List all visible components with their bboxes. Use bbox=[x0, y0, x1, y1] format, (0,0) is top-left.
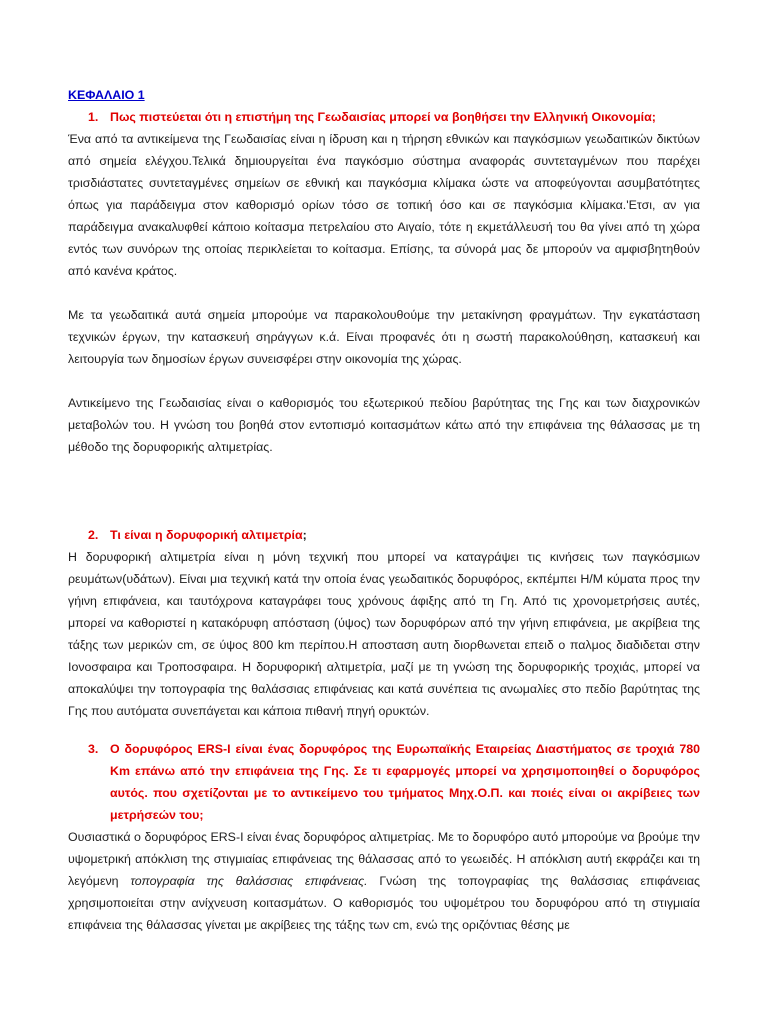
question-text: Τι είναι η δορυφορική αλτιμετρία bbox=[110, 528, 303, 542]
question-3 bbox=[68, 738, 700, 826]
answer-paragraph bbox=[68, 826, 700, 936]
question-punctuation: ; bbox=[302, 528, 307, 542]
answer-paragraph: Η δορυφορική αλτιμετρία είναι η μόνη τεχνική που μπορεί να καταγράψει τις κινήσεις των παγκόσμιων ρευμάτων(υδάτων). Είναι μια τεχνική κατά την οποία ένας γεωδαιτικός δορυφόρος, εκπέμπει Η/Μ κύματα προς την γήινη επιφάνεια, και ταυτόχρονα καταγράφει τους χρόνους άφιξης από τη Γη. Από τις χρονομετρήσεις αυτές, μπορεί να καθοριστεί η κατακόρυφη απόσταση (ύψος) των δορυφόρων από την γήινη επιφάνεια, με ακρίβεια της τάξης των μερικών cm, σε ύψος 800 km περίπου.Η αποσταση αυτη διορθωνεται επειδ ο παλμος διαδιδεται στην Ιονοσφαιρα και Τροποσφαιρα. Η δορυφορική αλτιμετρία, μαζί με τη γνώση της δορυφορικής τροχιάς, μπορεί να αποκαλύψει την τοπογραφία της θαλάσσιας επιφάνειας και κατά συνέπεια τις ανωμαλίες στο πεδίο βαρύτητας της Γης που αυτόματα συνεπάγεται και κάποια πιθανή πηγή ορυκτών. bbox=[68, 550, 700, 718]
answer-paragraph: Με τα γεωδαιτικά αυτά σημεία μπορούμε να παρακολουθούμε την μετακίνηση φραγμάτων. Την εγκατάσταση τεχνικών έργων, την κατασκευή σηράγγων κ.ά. Είναι προφανές ότι η σωστή παρακολούθηση, κατασκευή και λειτουργία των δημοσίων έργων συνεισφέρει στην οικονομία της χώρας. bbox=[68, 308, 700, 366]
question-text-wrapper bbox=[110, 524, 700, 546]
paragraph-text: Ουσιαστικά ο δορυφόρος ERS-I είναι ένας δορυφόρος αλτιμετρίας. Με το δορυφόρο αυτό μπορούμε να βρούμε την υψομετρική απόκλιση της στιγμιαίας επιφάνειας της θάλασσας από το γεωειδές. Η απόκλιση αυτή εκφράζει και τη λεγόμενη bbox=[68, 830, 700, 888]
question-text: Ο δορυφόρος ERS-I είναι ένας δορυφόρος της Ευρωπαϊκής Εταιρείας Διαστήματος σε τροχιά 780 Km επάνω από την επιφάνεια της Γης. Σε τι εφαρμογές μπορεί να χρησιμοποιηθεί ο δορυφόρος αυτός. που σχετίζονται με το αντικείμενο του τμήματος Μηχ.Ο.Π. και ποιές είναι οι ακρίβειες των μετρήσεών του; bbox=[110, 742, 700, 822]
document-page bbox=[68, 84, 700, 936]
question-number: 1. bbox=[88, 110, 99, 124]
question-number: 3. bbox=[88, 742, 99, 756]
chapter-title: ΚΕΦΑΛΑΙΟ 1 bbox=[68, 88, 145, 102]
answer-paragraph: Αντικείμενο της Γεωδαισίας είναι ο καθορισμός του εξωτερικού πεδίου βαρύτητας της Γης και των διαχρονικών μεταβολών του. Η γνώση του βοηθά στον εντοπισμό κοιτασμάτων κάτω από την επιφάνεια της θάλασσας με τη μέθοδο της δορυφορικής αλτιμετρίας. bbox=[68, 396, 700, 454]
answer-paragraph: Ένα από τα αντικείμενα της Γεωδαισίας είναι η ίδρυση και η τήρηση εθνικών και παγκόσμιων γεωδαιτικών δικτύων από σημεία ελέγχου.Τελικά δημιουργείται ένα παγκόσμιο σύστημα αναφοράς συντεταγμένων που παρέχει τρισδιάστατες συντεταγμένες σημείων σε εθνική και παγκόσμια κλίμακα ώστε να αποφεύγονται ασυμβατότητες όπως για παράδειγμα στον καθορισμό ορίων τόσο σε τοπική όσο και σε παγκόσμια κλίμακα.'Ετσι, αν για παράδειγμα ανακαλυφθεί κάποιο κοίτασμα πετρελαίου στο Αιγαίο, τότε η εκμετάλλευσή του θα γίνει από τη χώρα εντός των συνόρων της οποίας περικλείεται το κοίτασμα. Επίσης, τα σύνορά μας δε μπορούν να αμφισβητηθούν από κανένα κράτος. bbox=[68, 132, 700, 278]
paragraph-text: Γνώση της τοπογραφίας της θαλάσσιας επιφάνειας χρησιμοποιείται στην ανίχνευση κοιτασμάτων. Ο καθορισμός του υψομέτρου του δορυφόρου από τη στιγμιαία επιφάνεια της θάλασσας γίνεται με ακρίβειες της τάξης των cm, ενώ της οριζόντιας θέσης με bbox=[68, 874, 700, 932]
italic-term: τοπογραφία της θαλάσσιας επιφάνειας. bbox=[130, 874, 368, 888]
question-2 bbox=[68, 524, 700, 546]
question-number: 2. bbox=[88, 528, 99, 542]
question-text: Πως πιστεύεται ότι η επιστήμη της Γεωδαισίας μπορεί να βοηθήσει την Ελληνική Οικονομία; bbox=[110, 110, 656, 124]
question-1 bbox=[68, 106, 700, 128]
